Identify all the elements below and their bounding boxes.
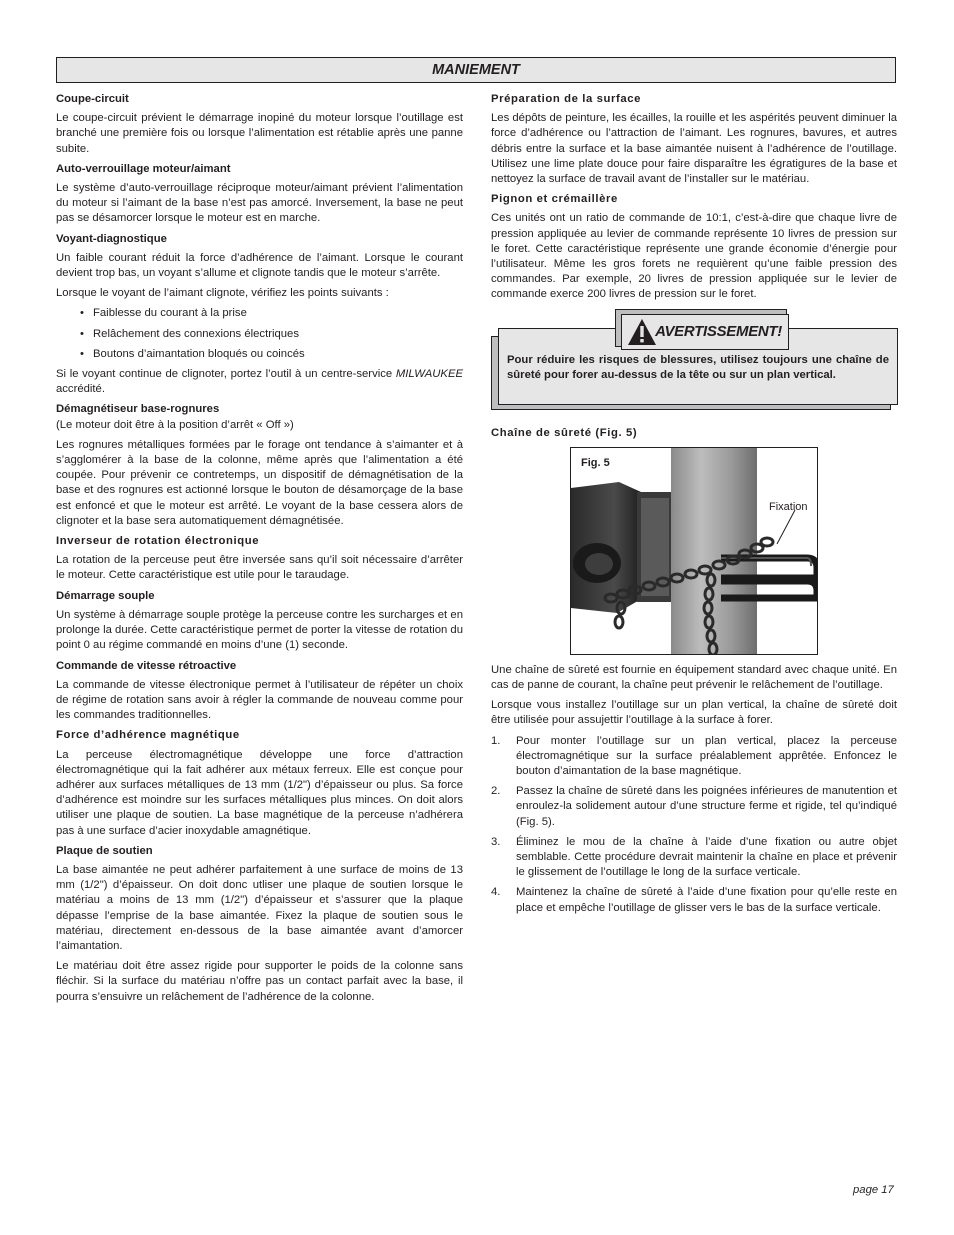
warning-triangle-icon xyxy=(627,318,657,346)
step-number: 4. xyxy=(491,886,501,899)
heading-pignon: Pignon et crémaillère xyxy=(491,193,618,206)
paragraph: Les dépôts de peinture, les écailles, la rouille et les aspérités peuvent diminuer la force d’adhérence ou l’attraction de l’aimant. Les rognures, bavures, et autres débris entre la surface et la base aimantée nuisent à l’adhérence de l’outillage. Utilisez une lime plate douce pour faire disparaître les égratigures de la base et nettoyez la surface de travail avant de l’installer sur le matériau. xyxy=(491,112,897,186)
step-number: 2. xyxy=(491,785,501,798)
heading-plaque: Plaque de soutien xyxy=(56,844,153,857)
heading-demagnetiseur: Démagnétiseur base-rognures xyxy=(56,403,220,416)
left-column xyxy=(56,92,463,1010)
step-text: Pour monter l’outillage sur un plan vertical, placez la perceuse électromagnétique sur la surface préalablement apprêtée. Enfoncez le bouton d’aimantation de la base magnétique. xyxy=(516,734,897,778)
paragraph: Un faible courant réduit la force d’adhérence de l’aimant. Lorsque le courant devient trop bas, un voyant s’allume et clignote tandis que le moteur s’arrête. xyxy=(56,251,463,280)
steps-list xyxy=(491,734,897,916)
paragraph: La commande de vitesse électronique permet à l’utilisateur de répéter un choix de régime de rotation sans avoir à régler la commande de nouveau comme pour les commandes traditionnelles. xyxy=(56,678,463,722)
paragraph: Lorsque vous installez l’outillage sur un plan vertical, la chaîne de sûreté doit être utilisée pour assujettir l’outillage à la surface à forer. xyxy=(491,699,897,727)
warning-label-text: AVERTISSEMENT! xyxy=(655,322,782,340)
paragraph: La base aimantée ne peut adhérer parfaitement à une surface de moins de 13 mm (1/2") d’épaisseur. On doit donc utliser une plaque de soutien lorsque le matériau a moins de 13 mm (1/2") d’épaisseur et s’assurer que la plaque dépasse l’emprise de la base aimantée. Fixez la plaque de soutien sous le matériau, directement en-dessous de la base aimantée avant d’amorcer l’aimantation. xyxy=(56,863,463,952)
section-header: MANIEMENT xyxy=(56,57,896,83)
paragraph: Le matériau doit être assez rigide pour supporter le poids de la colonne sans fléchir. Si la surface du matériau n’offre pas un contact parfait avec la base, il pourra s’ensuivre un relâchement de l’adhérence de la colonne. xyxy=(56,960,463,1003)
paragraph: Un système à démarrage souple protège la perceuse contre les surcharges et en prolonge la durée. Cette caractéristique permet de porter la vitesse de rotation du point 0 au régime commandé en moins d’une (1) seconde. xyxy=(56,608,463,652)
list-item: • Faiblesse du courant à la prise xyxy=(80,306,463,321)
heading-chaine: Chaîne de sûreté (Fig. 5) xyxy=(491,426,638,439)
paragraph: La rotation de la perceuse peut être inversée sans qu’il soit nécessaire d’arrêter le moteur. Cette caractéristique est utile pour le taraudage. xyxy=(56,554,463,582)
paragraph: Une chaîne de sûreté est fournie en équipement standard avec chaque unité. En cas de panne de courant, la chaîne peut prévenir le relâchement de l’outillage. xyxy=(491,663,897,692)
text: Si le voyant continue de clignoter, portez l’outil à un centre-service xyxy=(56,368,393,381)
paragraph: Le système d’auto-verrouillage réciproque moteur/aimant prévient l’alimentation du moteur si l’aimant de la base n’est pas amorcé. Inversement, la base ne peut pas se désamorcer lorsque le moteur est en marche. xyxy=(56,182,463,225)
heading-preparation: Préparation de la surface xyxy=(491,93,641,105)
paragraph: Les rognures métalliques formées par le forage ont tendance à s’aimanter et à s’agglomérer à la base de la colonne, même après que l’alimentation a été coupée. Pour prévenir ce contretemps, un dispositif de démagnétisation de la base et des rognures est actionné lorsque le bouton de désamorçage de la base est enfoncé et que le moteur est arrêté. Le voyant de la base cessera alors de clignoter et la base sera automatiquement démagnétisée. xyxy=(56,438,463,527)
figure-callout: Fixation xyxy=(769,500,808,513)
warning-block xyxy=(491,309,897,421)
heading-voyant: Voyant-diagnostique xyxy=(56,232,167,245)
step-number: 3. xyxy=(491,835,501,848)
warning-label xyxy=(621,314,789,350)
heading-force: Force d’adhérence magnétique xyxy=(56,729,240,742)
figure-5 xyxy=(570,447,818,655)
list-item xyxy=(491,734,897,780)
right-column xyxy=(491,92,897,921)
paragraph: Le coupe-circuit prévient le démarrage inopiné du moteur lorsque l’outillage est branché une première fois ou lorsque l’alimentation est rétablie après une panne subite. xyxy=(56,112,463,155)
list-item xyxy=(491,885,897,915)
step-text: Passez la chaîne de sûreté dans les poignées inférieures de manutention et enroulez-la solidement autour d’une structure ferme et rigide, tel qu’indiqué (Fig. 5). xyxy=(516,785,897,828)
step-text: Maintenez la chaîne de sûreté à l’aide d’une fixation pour qu’elle reste en place et empêche l’outillage de glisser vers le bas de la surface verticale. xyxy=(516,886,897,914)
heading-commande: Commande de vitesse rétroactive xyxy=(56,659,237,672)
check-list xyxy=(56,306,463,362)
text: accrédité. xyxy=(56,383,105,396)
paragraph: Lorsque le voyant de l’aimant clignote, vérifiez les points suivants : xyxy=(56,287,389,300)
paragraph xyxy=(56,367,463,397)
list-item xyxy=(491,784,897,830)
heading-demarrage: Démarrage souple xyxy=(56,589,155,602)
paragraph: Ces unités ont un ratio de commande de 10:1, c’est-à-dire que chaque livre de pression appliquée au levier de commande représente 10 livres de pression sur le foret. Cette caractéristique représente une grande économie d’énergie pour l’utilisateur. Même les gros forets ne requièrent qu’une faible pression des commandes. Par exemple, 20 livres de pression appliquée sur le levier de commande exerce 200 livres de pression sur le foret. xyxy=(491,212,897,301)
list-item: • Relâchement des connexions électriques xyxy=(80,327,463,342)
heading-inverseur: Inverseur de rotation électronique xyxy=(56,535,260,548)
list-item xyxy=(491,835,897,881)
step-number: 1. xyxy=(491,734,501,747)
chain-illustration xyxy=(571,448,817,654)
heading-coupe-circuit: Coupe-circuit xyxy=(56,93,129,105)
page-number: page 17 xyxy=(853,1184,894,1196)
brand-name: MILWAUKEE xyxy=(395,368,464,381)
subheading-note: (Le moteur doit être à la position d’arrêt « Off ») xyxy=(56,418,294,431)
heading-auto-verrouillage: Auto-verrouillage moteur/aimant xyxy=(56,162,231,175)
list-item: • Boutons d’aimantation bloqués ou coincés xyxy=(80,347,463,362)
figure-label: Fig. 5 xyxy=(581,456,610,469)
paragraph: La perceuse électromagnétique développe une force d’attraction électromagnétique qui la fait adhérer aux métaux ferreux. Elle est conçue pour adhérer aux surfaces métalliques de 13 mm (1/2") d’épaisseur ou plus. Sa force d’adhérence est moindre sur les surfaces métalliques plus minces. On doit alors utiliser une plaque de soutien. La base magnétique de la perceuse n’adhérera pas à une surface d’acier inoxydable amagnétique. xyxy=(56,748,463,837)
warning-text: Pour réduire les risques de blessures, utilisez toujours une chaîne de sûreté pour forer au-dessus de la tête ou sur un plan vertical. xyxy=(498,328,898,405)
step-text: Éliminez le mou de la chaîne à l’aide d’une fixation ou autre objet semblable. Cette procédure devrait maintenir la chaîne en place et prévenir le glissement de l’outillage le long de la surface verticale. xyxy=(516,835,897,879)
